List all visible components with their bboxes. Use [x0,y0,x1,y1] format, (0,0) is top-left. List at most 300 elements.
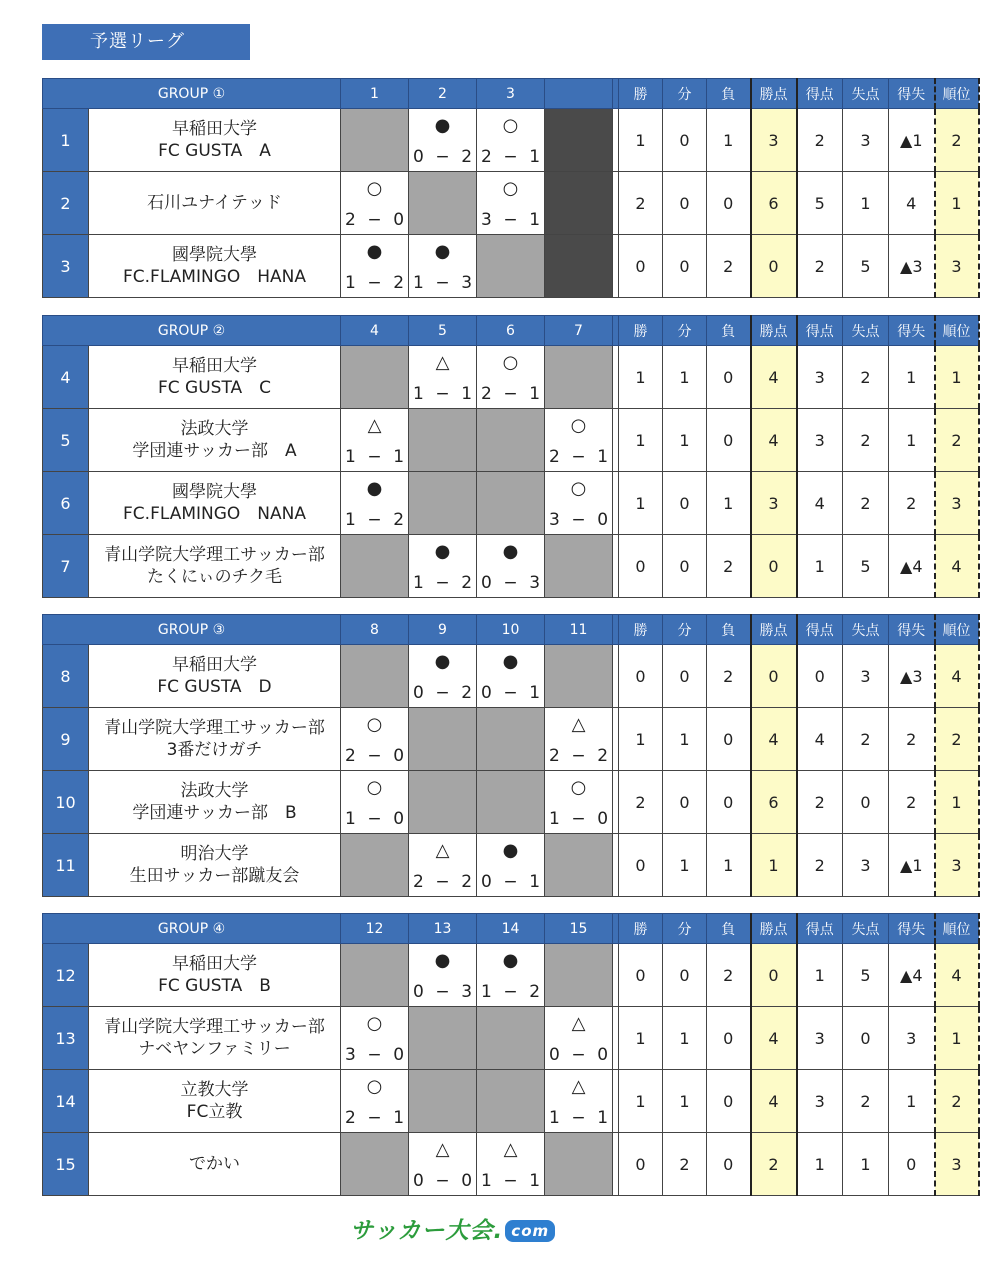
match-score [481,210,540,230]
wins: 1 [619,1070,663,1133]
goal-difference: ▲1 [889,109,935,172]
team-name-line1: 國學院大學 [172,482,257,502]
empty-cell-dark [545,235,613,298]
match-score [413,872,472,892]
header-points: 勝点 [751,615,797,645]
header-gd: 得失 [889,79,935,109]
match-result [409,109,477,172]
result-symbol: △ [435,1139,450,1160]
site-logo [350,1212,580,1244]
match-score [345,210,404,230]
match-score [549,809,608,829]
score-against: 2 [461,147,473,167]
goal-difference: 2 [889,771,935,834]
result-symbol: ● [434,541,451,562]
wins: 1 [619,409,663,472]
points: 2 [751,1133,797,1196]
result-symbol: ● [434,950,451,971]
table-row [43,834,979,897]
team-name [89,1070,341,1133]
rank: 3 [935,1133,979,1196]
goals-for: 2 [797,109,843,172]
score-dash: − [367,809,382,829]
header-ga: 失点 [843,79,889,109]
match-result [341,771,409,834]
opponent-col-header: 2 [409,79,477,109]
header-points: 勝点 [751,914,797,944]
draws: 0 [663,535,707,598]
match-score [345,447,404,467]
self-match-cell [409,172,477,235]
self-match-cell [341,535,409,598]
losses: 0 [707,172,751,235]
score-for: 2 [549,746,560,766]
goals-against: 2 [843,708,889,771]
rank: 4 [935,535,979,598]
result-symbol: ○ [366,714,383,735]
draws: 0 [663,235,707,298]
goals-for: 2 [797,834,843,897]
match-result [477,944,545,1007]
team-name-line1: 國學院大學 [172,245,257,265]
goals-against: 1 [843,172,889,235]
losses: 0 [707,409,751,472]
table-row [43,1007,979,1070]
goals-against: 2 [843,1070,889,1133]
team-name-line2: 3番だけガチ [166,740,263,760]
stage-title: 予選リーグ [42,24,250,60]
result-symbol: ● [434,241,451,262]
score-against: 2 [461,872,473,892]
header-loss: 負 [707,79,751,109]
logo-com: com [505,1220,555,1242]
result-symbol: △ [503,1139,518,1160]
header-draw: 分 [663,914,707,944]
score-against: 0 [393,1045,405,1065]
team-name [89,1007,341,1070]
table-row [43,346,979,409]
rank: 2 [935,109,979,172]
self-match-cell [409,771,477,834]
self-match-cell [409,472,477,535]
score-against: 0 [393,210,405,230]
goals-for: 5 [797,172,843,235]
score-against: 1 [597,1108,609,1128]
score-for: 1 [481,982,492,1002]
goals-for: 4 [797,472,843,535]
self-match-cell [341,1133,409,1196]
result-symbol: ● [366,478,383,499]
team-name-line2: FC.FLAMINGO HANA [122,267,307,287]
goals-for: 2 [797,235,843,298]
goals-for: 3 [797,346,843,409]
score-dash: − [367,447,382,467]
score-for: 2 [345,1108,356,1128]
score-for: 0 [413,982,424,1002]
self-match-cell [341,109,409,172]
points: 6 [751,172,797,235]
score-against: 0 [461,1171,473,1191]
self-match-cell [409,708,477,771]
score-dash: − [367,1108,382,1128]
match-result [341,472,409,535]
points: 4 [751,409,797,472]
score-dash: − [503,872,518,892]
match-result [341,708,409,771]
opponent-col-header: 1 [341,79,409,109]
score-for: 2 [345,746,356,766]
team-name-line2: FC GUSTA B [158,976,271,996]
team-number: 11 [43,834,89,897]
points: 4 [751,346,797,409]
goal-difference: ▲4 [889,535,935,598]
rank: 1 [935,172,979,235]
goals-against: 5 [843,535,889,598]
team-name [89,771,341,834]
rank: 3 [935,834,979,897]
score-dash: − [435,573,450,593]
score-for: 0 [413,683,424,703]
team-name-line2: 学団連サッカー部 A [132,441,297,461]
rank: 3 [935,472,979,535]
match-result [341,172,409,235]
wins: 0 [619,235,663,298]
team-name-line1: 立教大学 [180,1080,249,1100]
header-gf: 得点 [797,316,843,346]
rank: 2 [935,409,979,472]
group-name: GROUP ② [43,316,341,346]
match-result [341,409,409,472]
table-row [43,1070,979,1133]
header-rank: 順位 [935,316,979,346]
team-name-line2: ナベヤンファミリー [138,1039,291,1059]
goals-against: 5 [843,944,889,1007]
opponent-col-header: 9 [409,615,477,645]
match-score [345,510,404,530]
self-match-cell [477,771,545,834]
rank: 1 [935,771,979,834]
points: 4 [751,1070,797,1133]
wins: 0 [619,1133,663,1196]
opponent-col-header: 5 [409,316,477,346]
header-rank: 順位 [935,615,979,645]
result-symbol: ● [434,115,451,136]
logo-dot: . [493,1218,504,1244]
team-name [89,109,341,172]
score-dash: − [571,1045,586,1065]
empty-cell-dark [545,109,613,172]
match-score [413,147,472,167]
header-ga: 失点 [843,615,889,645]
self-match-cell [477,1007,545,1070]
match-score [481,147,540,167]
draws: 1 [663,409,707,472]
wins: 0 [619,535,663,598]
match-score [413,1171,472,1191]
group-name: GROUP ③ [43,615,341,645]
score-against: 1 [529,384,541,404]
team-name-line1: でかい [189,1154,240,1174]
match-score [345,1045,404,1065]
header-loss: 負 [707,914,751,944]
team-number: 6 [43,472,89,535]
team-name-line1: 石川ユナイテッド [147,193,282,213]
logo-text: サッカー大会 [350,1218,494,1244]
group-name: GROUP ① [43,79,341,109]
points: 1 [751,834,797,897]
score-dash: − [435,872,450,892]
rank: 3 [935,235,979,298]
score-dash: − [435,147,450,167]
self-match-cell [477,1070,545,1133]
team-name [89,172,341,235]
score-against: 1 [529,1171,541,1191]
goals-against: 2 [843,472,889,535]
score-against: 1 [393,1108,405,1128]
score-for: 1 [345,809,356,829]
score-against: 3 [529,573,541,593]
match-score [549,1045,608,1065]
losses: 1 [707,109,751,172]
self-match-cell [341,944,409,1007]
goals-for: 3 [797,409,843,472]
draws: 0 [663,944,707,1007]
rank: 1 [935,346,979,409]
self-match-cell [409,1007,477,1070]
score-dash: − [503,573,518,593]
team-name-line2: たくにぃのチク毛 [147,567,282,587]
team-number: 3 [43,235,89,298]
table-row [43,645,979,708]
match-score [481,872,540,892]
result-symbol: △ [367,415,382,436]
goals-against: 0 [843,1007,889,1070]
table-row [43,172,979,235]
score-dash: − [367,746,382,766]
losses: 0 [707,771,751,834]
opponent-col-header: 10 [477,615,545,645]
match-score [549,1108,608,1128]
result-symbol: ○ [366,1013,383,1034]
goals-against: 1 [843,1133,889,1196]
opponent-col-header [545,79,613,109]
group-table [42,78,980,298]
score-against: 0 [393,809,405,829]
score-for: 3 [481,210,492,230]
points: 0 [751,235,797,298]
team-number: 14 [43,1070,89,1133]
match-result [477,645,545,708]
match-result [545,708,613,771]
wins: 1 [619,472,663,535]
opponent-col-header: 13 [409,914,477,944]
team-name [89,645,341,708]
wins: 1 [619,346,663,409]
losses: 0 [707,346,751,409]
losses: 0 [707,708,751,771]
opponent-col-header: 11 [545,615,613,645]
wins: 2 [619,172,663,235]
table-row [43,409,979,472]
team-number: 13 [43,1007,89,1070]
team-name [89,944,341,1007]
table-row [43,235,979,298]
draws: 2 [663,1133,707,1196]
result-symbol: ○ [570,777,587,798]
self-match-cell [341,346,409,409]
points: 3 [751,472,797,535]
team-name [89,409,341,472]
goals-for: 2 [797,771,843,834]
goals-for: 4 [797,708,843,771]
goal-difference: ▲3 [889,645,935,708]
score-for: 3 [345,1045,356,1065]
opponent-col-header: 3 [477,79,545,109]
goals-against: 2 [843,409,889,472]
score-for: 2 [413,872,424,892]
wins: 0 [619,944,663,1007]
match-result [409,834,477,897]
score-dash: − [503,1171,518,1191]
empty-cell-dark [545,172,613,235]
header-rank: 順位 [935,914,979,944]
goals-for: 1 [797,535,843,598]
wins: 0 [619,834,663,897]
self-match-cell [477,708,545,771]
score-dash: − [367,273,382,293]
goals-for: 3 [797,1007,843,1070]
draws: 0 [663,645,707,708]
goal-difference: ▲4 [889,944,935,1007]
self-match-cell [341,645,409,708]
match-score [413,982,472,1002]
score-for: 1 [413,573,424,593]
score-dash: − [435,1171,450,1191]
score-for: 3 [549,510,560,530]
self-match-cell [545,346,613,409]
match-result [477,172,545,235]
header-win: 勝 [619,615,663,645]
match-result [409,1133,477,1196]
goals-for: 0 [797,645,843,708]
team-name-line1: 早稲田大学 [172,356,257,376]
team-name-line1: 青山学院大学理工サッカー部 [104,718,325,738]
self-match-cell [545,944,613,1007]
team-name-line1: 早稲田大学 [172,655,257,675]
match-result [477,346,545,409]
score-for: 1 [413,273,424,293]
draws: 0 [663,472,707,535]
result-symbol: ○ [570,415,587,436]
header-points: 勝点 [751,316,797,346]
draws: 0 [663,109,707,172]
match-score [413,573,472,593]
match-result [545,1007,613,1070]
self-match-cell [545,1133,613,1196]
match-result [545,1070,613,1133]
draws: 0 [663,771,707,834]
match-score [549,447,608,467]
team-name-line1: 法政大学 [180,781,249,801]
score-against: 0 [597,510,609,530]
team-name-line1: 青山学院大学理工サッカー部 [104,1017,325,1037]
rank: 4 [935,944,979,1007]
score-dash: − [503,982,518,1002]
score-for: 1 [345,273,356,293]
self-match-cell [477,472,545,535]
goal-difference: 3 [889,1007,935,1070]
match-score [481,573,540,593]
self-match-cell [545,645,613,708]
score-dash: − [435,384,450,404]
points: 0 [751,944,797,1007]
result-symbol: ● [434,651,451,672]
goal-difference: ▲1 [889,834,935,897]
match-result [477,535,545,598]
match-result [409,535,477,598]
team-name [89,708,341,771]
team-name [89,472,341,535]
goal-difference: 2 [889,472,935,535]
team-name-line1: 法政大学 [180,419,249,439]
opponent-col-header: 15 [545,914,613,944]
result-symbol: ● [502,651,519,672]
team-name-line2: FC立教 [186,1102,243,1122]
score-dash: − [571,1108,586,1128]
score-for: 1 [549,809,560,829]
score-against: 1 [597,447,609,467]
score-against: 2 [461,573,473,593]
header-gd: 得失 [889,914,935,944]
score-dash: − [503,683,518,703]
score-for: 2 [549,447,560,467]
match-score [413,384,472,404]
table-row [43,771,979,834]
goal-difference: 1 [889,346,935,409]
score-dash: − [367,1045,382,1065]
match-result [409,346,477,409]
score-against: 2 [461,683,473,703]
team-name [89,834,341,897]
losses: 1 [707,472,751,535]
score-against: 3 [461,982,473,1002]
score-against: 2 [393,510,405,530]
losses: 2 [707,535,751,598]
goal-difference: ▲3 [889,235,935,298]
header-draw: 分 [663,316,707,346]
team-number: 5 [43,409,89,472]
score-for: 0 [413,147,424,167]
table-row [43,944,979,1007]
result-symbol: △ [571,714,586,735]
match-result [477,1133,545,1196]
score-against: 1 [529,872,541,892]
points: 6 [751,771,797,834]
points: 0 [751,645,797,708]
table-row [43,708,979,771]
match-score [549,510,608,530]
header-gd: 得失 [889,615,935,645]
losses: 0 [707,1070,751,1133]
score-for: 0 [481,573,492,593]
header-points: 勝点 [751,79,797,109]
losses: 2 [707,235,751,298]
team-name-line2: FC.FLAMINGO NANA [123,504,306,524]
self-match-cell [477,409,545,472]
table-row [43,1133,979,1196]
wins: 2 [619,771,663,834]
group-table [42,913,980,1196]
